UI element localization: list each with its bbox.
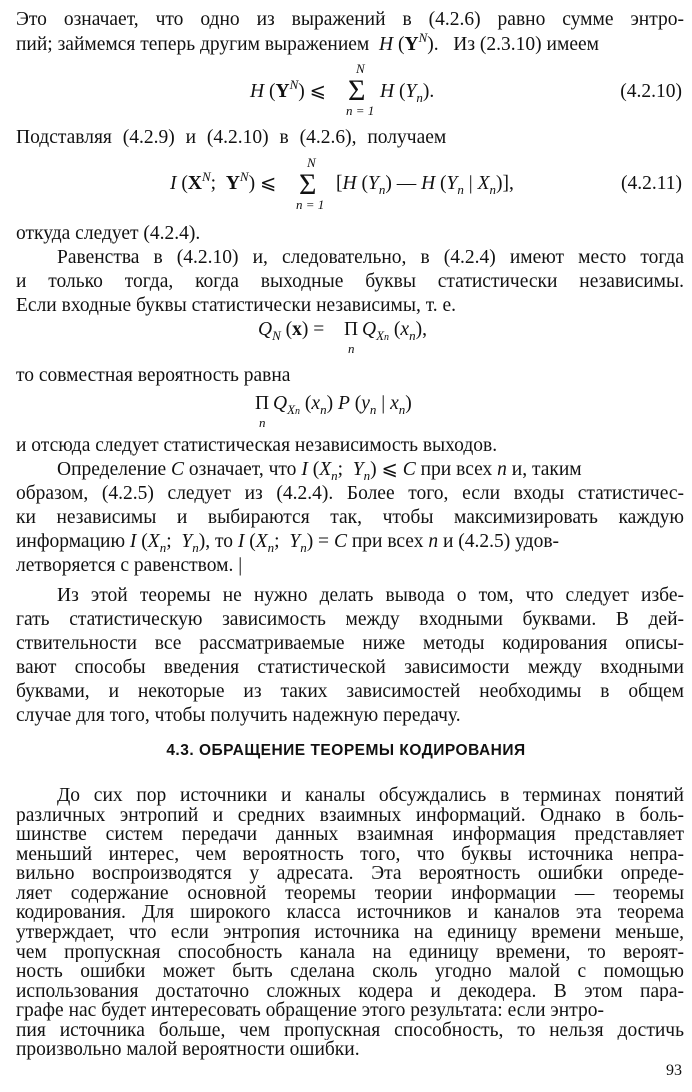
text-line: утверждает, что если энтропия источника на единицу времени меньше, [16,923,684,943]
text-line: информацию I ($X_n$; $Y_n$), то I ($X_n$; $Y_n) = C$ при всех n и (4.2.5) удов- [16,531,560,555]
text-line: ки независимы и выбираются так, чтобы максимизировать каждую [16,507,684,528]
equation-label: (4.2.11) [620,173,682,194]
text-line: пий; займемся теперь другим выражением H $(Y^N)$. Из (2.3.10) имеем [16,33,599,55]
text-line: вают способы введения статистической зависимости между входными [16,657,684,678]
text-line: откуда следует (4.2.4). [16,223,201,244]
text-line: ствительности все рассматриваемые ниже методы кодирования описы- [16,633,684,654]
text-line: гать статистическую зависимость между входными буквами. В дей- [16,609,684,630]
text-line: и только тогда, когда выходные буквы статистически независимы. [16,271,684,292]
text-line: Если входные буквы статистически независимы, т. е. [16,295,457,316]
section-heading: 4.3. ОБРАЩЕНИЕ ТЕОРЕМЫ КОДИРОВАНИЯ [166,742,526,759]
text-line: буквами, и некоторые из таких зависимостей необходимы в общем [16,681,684,702]
text-line: случае для того, чтобы получить надежную передачу. [16,705,461,726]
page-number: 93 [666,1062,682,1079]
text-line: Из этой теоремы не нужно делать вывода о том, что следует избе- [57,585,684,606]
text-line: вильно воспроизводятся у адресата. Эта вероятность ошибки опреде- [16,864,684,884]
text-line: то совместная вероятность равна [16,365,291,386]
text-line: чем пропускная способность канала на единицу времени, то вероят- [16,942,684,963]
text-line: шинстве систем передачи данных взаимная информация представляет [16,825,684,845]
text-line: Подставляя (4.2.9) и (4.2.10) в (4.2.6), получаем [16,127,447,148]
text-line: До сих пор источники и каналы обсуждались в терминах понятий [57,786,684,806]
text-line: и отсюда следует статистическая независимость выходов. [16,435,498,456]
text-line: произвольно малой вероятности ошибки. [16,1040,360,1060]
equation-label: (4.2.10) [620,81,682,102]
text-line: Равенства в (4.2.10) и, следовательно, в (4.2.4) имеют место тогда [57,247,684,268]
text-line: кодирования. Для широкого класса источников и каналов эта теорема [16,903,684,923]
text-line: ляет содержание основной теоремы теории информации — теоремы [16,883,684,904]
text-line: ность ошибки может быть сделана сколь угодно малой с помощью [16,962,684,982]
text-line: меньший интерес, чем вероятность того, что буквы источника непра- [16,844,684,865]
text-line: использования достаточно сложных кодера и декодера. В этом пара- [16,981,684,1002]
book-page: Это означает, что одно из выражений в (4.2.6) равно сумме энтро- пий; займемся теперь другим выражением H $(Y^N)$. Из (2.3.10) имеем H $(Y^N)$ ⩽ N Σ n = 1 H $(Y_n)$. (4.2.10) Подставляя (4.2.9) и (4.2.10) в (4.2.6), получаем I ($X^N$; $Y^N$) ⩽ N Σ n = 1 [H $(Y_n)$ — H ($Y_n$ | $X_n$)], (4.2.11) откуда следует (4.2.4). Равенства в (4.2.10) и, следовательно, в (4.2.4) имеют место тогда и только тогда, когда выходные буквы статистически независимы. Если входные буквы статистически независимы, т. е. $Q_N$ (x) = Π n $Q_{Xn}$ $(x_n)$, то совместная вероятность равна Π n $Q_{Xn}$ $(x_n)$ P ($y_n$ | $x_n$) и отсюда следует статистическая независимость выходов. Определение C означает, что I ($X_n$; $Y_n$) ⩽ C при всех n и, таким образом, (4.2.5) следует из (4.2.4). Более того, если входы статистичес- ки независимы и выбираются так, чтобы максимизировать каждую информацию I ($X_n$; $Y_n$), то I ($X_n$; $Y_n) = C$ при всех n и (4.2.5) удов- летворяется с равенством. | Из этой теоремы не нужно делать вывода о том, что следует избе- гать статистическую зависимость между входными буквами. В дей- ствительности все рассматриваемые ниже методы кодирования описы- вают способы введения статистической зависимости между входными буквами, и некоторые из таких зависимостей необходимы в общем случае для того, чтобы получить надежную передачу. 4.3. ОБРАЩЕНИЕ ТЕОРЕМЫ КОДИРОВАНИЯ До сих пор источники и каналы обсуждались в терминах понятий различных энтропий и средних взаимных информаций. Однако в боль- шинстве систем передачи данных взаимная информация представляет меньший интерес, чем вероятность того, что буквы источника непра- вильно воспроизводятся у адресата. Эта вероятность ошибки опреде- ляет содержание основной теоремы теории информации — теоремы кодирования. Для широкого класса источников и каналов эта теорема утверждает, что если энтропия источника на единицу времени меньше, чем пропускная способность канала на единицу времени, то вероят- ность ошибки может быть сделана сколь угодно малой с помощью использования достаточно сложных кодера и декодера. В этом пара- графе нас будет интересовать обращение этого результата: если энтро- 93 пия источника больше, чем пропускная способность, то нельзя достичь произвольно малой вероятности ошибки. [0,0,692,1092]
text-line: пия источника больше, чем пропускная способность, то нельзя достичь [16,1020,684,1041]
text-line: летворяется с равенством. | [16,555,243,576]
text-line: образом, (4.2.5) следует из (4.2.4). Более того, если входы статистичес- [16,483,684,504]
text-line: Это означает, что одно из выражений в (4.2.6) равно сумме энтро- [16,9,684,30]
text-line: различных энтропий и средних взаимных информаций. Однако в боль- [16,805,684,826]
text-line: Определение C означает, что I ($X_n$; $Y_n$) ⩽ C при всех n и, таким [57,459,582,483]
text-line: графе нас будет интересовать обращение этого результата: если энтро- [16,1001,604,1021]
